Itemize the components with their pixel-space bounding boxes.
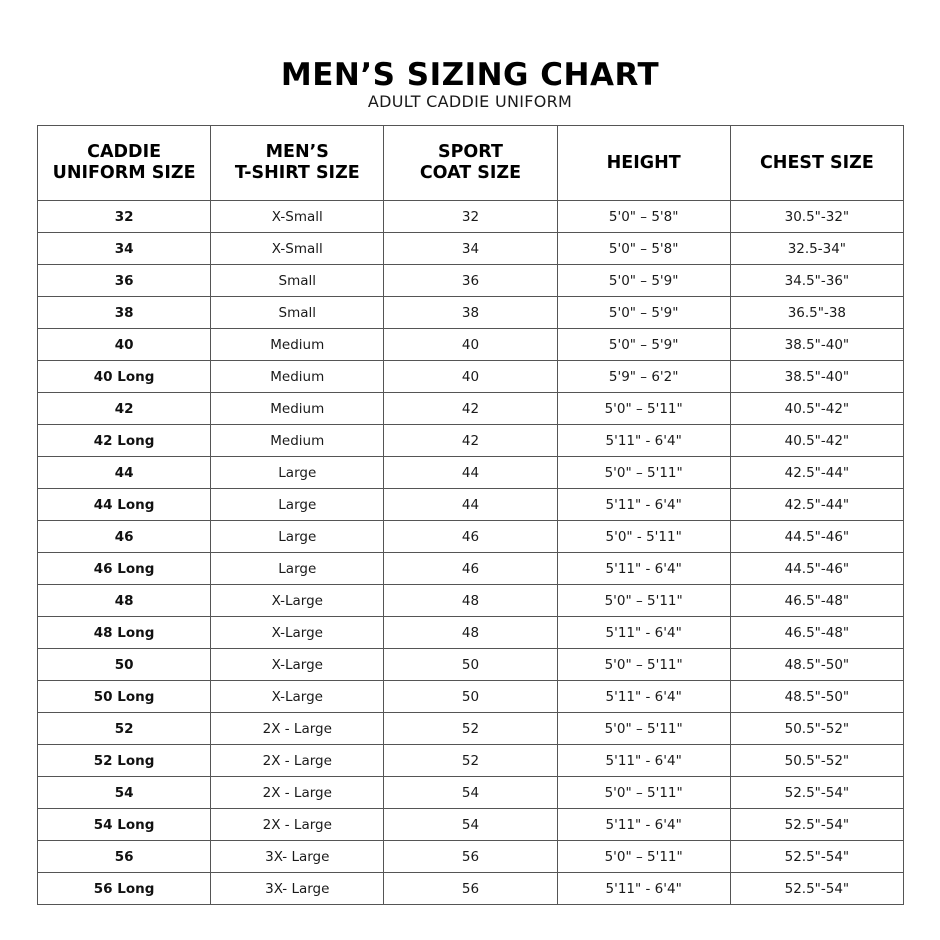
height-cell: 5'11" - 6'4" (557, 873, 730, 905)
uniform-size-cell: 54 Long (38, 809, 211, 841)
header-row (38, 126, 904, 201)
header-line: T-SHIRT SIZE (234, 163, 360, 183)
uniform-size-cell: 56 (38, 841, 211, 873)
uniform-size-cell: 48 (38, 585, 211, 617)
height-cell: 5'0" – 5'8" (557, 233, 730, 265)
header-line: MEN’S (265, 142, 329, 162)
table-row (38, 713, 904, 745)
chest-size-cell: 34.5"-36" (730, 265, 903, 297)
tshirt-size-cell: Small (211, 297, 384, 329)
uniform-size-cell: 52 Long (38, 745, 211, 777)
table-row (38, 521, 904, 553)
uniform-size-cell: 44 Long (38, 489, 211, 521)
table-row (38, 553, 904, 585)
coat-size-cell: 46 (384, 553, 557, 585)
tshirt-size-cell: 3X- Large (211, 841, 384, 873)
uniform-size-cell: 34 (38, 233, 211, 265)
coat-size-cell: 50 (384, 649, 557, 681)
chest-size-cell: 50.5"-52" (730, 713, 903, 745)
chest-size-cell: 50.5"-52" (730, 745, 903, 777)
coat-size-cell: 36 (384, 265, 557, 297)
coat-size-cell: 54 (384, 809, 557, 841)
coat-size-cell: 38 (384, 297, 557, 329)
header-line: CADDIE (87, 142, 162, 162)
uniform-size-cell: 32 (38, 201, 211, 233)
coat-size-cell: 44 (384, 489, 557, 521)
chest-size-cell: 36.5"-38 (730, 297, 903, 329)
height-cell: 5'11" - 6'4" (557, 553, 730, 585)
uniform-size-cell: 46 Long (38, 553, 211, 585)
uniform-size-cell: 50 Long (38, 681, 211, 713)
height-cell: 5'9" – 6'2" (557, 361, 730, 393)
page-title: MEN’S SIZING CHART (280, 57, 660, 93)
coat-size-cell: 40 (384, 329, 557, 361)
chest-size-cell: 30.5"-32" (730, 201, 903, 233)
height-cell: 5'0" – 5'11" (557, 777, 730, 809)
column-header-uniform-size (38, 126, 211, 201)
chest-size-cell: 42.5"-44" (730, 457, 903, 489)
coat-size-cell: 40 (384, 361, 557, 393)
tshirt-size-cell: 2X - Large (211, 745, 384, 777)
table-row (38, 361, 904, 393)
uniform-size-cell: 46 (38, 521, 211, 553)
coat-size-cell: 54 (384, 777, 557, 809)
table-row (38, 201, 904, 233)
table-row (38, 233, 904, 265)
table-row (38, 649, 904, 681)
header-line: COAT SIZE (419, 163, 522, 183)
uniform-size-cell: 42 (38, 393, 211, 425)
uniform-size-cell: 44 (38, 457, 211, 489)
tshirt-size-cell: X-Large (211, 649, 384, 681)
tshirt-size-cell: X-Large (211, 585, 384, 617)
column-header-height (557, 126, 730, 201)
chest-size-cell: 52.5"-54" (730, 841, 903, 873)
table-row (38, 393, 904, 425)
header-line: UNIFORM SIZE (52, 163, 196, 183)
chest-size-cell: 46.5"-48" (730, 617, 903, 649)
tshirt-size-cell: Medium (211, 361, 384, 393)
table-row (38, 617, 904, 649)
height-cell: 5'0" – 5'11" (557, 713, 730, 745)
table-row (38, 425, 904, 457)
height-cell: 5'11" - 6'4" (557, 745, 730, 777)
uniform-size-cell: 42 Long (38, 425, 211, 457)
coat-size-cell: 34 (384, 233, 557, 265)
column-header-tshirt-size (211, 126, 384, 201)
table-body (38, 201, 904, 905)
coat-size-cell: 48 (384, 585, 557, 617)
table-row (38, 585, 904, 617)
table-row (38, 457, 904, 489)
height-cell: 5'11" - 6'4" (557, 681, 730, 713)
chest-size-cell: 48.5"-50" (730, 681, 903, 713)
table-row (38, 265, 904, 297)
chest-size-cell: 40.5"-42" (730, 425, 903, 457)
tshirt-size-cell: Large (211, 457, 384, 489)
chest-size-cell: 52.5"-54" (730, 873, 903, 905)
tshirt-size-cell: Medium (211, 425, 384, 457)
sizing-table (37, 125, 904, 905)
chest-size-cell: 38.5"-40" (730, 361, 903, 393)
chest-size-cell: 40.5"-42" (730, 393, 903, 425)
tshirt-size-cell: Medium (211, 329, 384, 361)
tshirt-size-cell: Large (211, 553, 384, 585)
height-cell: 5'0" – 5'11" (557, 841, 730, 873)
uniform-size-cell: 56 Long (38, 873, 211, 905)
page-subtitle: ADULT CADDIE UNIFORM (367, 92, 573, 111)
coat-size-cell: 52 (384, 713, 557, 745)
uniform-size-cell: 50 (38, 649, 211, 681)
coat-size-cell: 46 (384, 521, 557, 553)
uniform-size-cell: 36 (38, 265, 211, 297)
height-cell: 5'0" - 5'11" (557, 521, 730, 553)
tshirt-size-cell: X-Small (211, 233, 384, 265)
column-header-chest-size (730, 126, 903, 201)
uniform-size-cell: 40 (38, 329, 211, 361)
uniform-size-cell: 54 (38, 777, 211, 809)
table-row (38, 873, 904, 905)
tshirt-size-cell: 2X - Large (211, 777, 384, 809)
coat-size-cell: 48 (384, 617, 557, 649)
tshirt-size-cell: 2X - Large (211, 713, 384, 745)
tshirt-size-cell: X-Large (211, 617, 384, 649)
height-cell: 5'0" – 5'11" (557, 393, 730, 425)
tshirt-size-cell: Medium (211, 393, 384, 425)
table-header (38, 126, 904, 201)
tshirt-size-cell: X-Small (211, 201, 384, 233)
header-line: HEIGHT (606, 152, 681, 173)
tshirt-size-cell: Large (211, 489, 384, 521)
coat-size-cell: 56 (384, 841, 557, 873)
chest-size-cell: 44.5"-46" (730, 521, 903, 553)
tshirt-size-cell: 3X- Large (211, 873, 384, 905)
header-line: SPORT (438, 142, 503, 162)
height-cell: 5'11" - 6'4" (557, 489, 730, 521)
height-cell: 5'0" – 5'9" (557, 265, 730, 297)
height-cell: 5'11" - 6'4" (557, 809, 730, 841)
coat-size-cell: 32 (384, 201, 557, 233)
height-cell: 5'0" – 5'9" (557, 329, 730, 361)
coat-size-cell: 50 (384, 681, 557, 713)
coat-size-cell: 42 (384, 425, 557, 457)
table-row (38, 489, 904, 521)
height-cell: 5'0" – 5'9" (557, 297, 730, 329)
coat-size-cell: 56 (384, 873, 557, 905)
table-row (38, 841, 904, 873)
chest-size-cell: 44.5"-46" (730, 553, 903, 585)
height-cell: 5'11" - 6'4" (557, 425, 730, 457)
coat-size-cell: 44 (384, 457, 557, 489)
chest-size-cell: 48.5"-50" (730, 649, 903, 681)
height-cell: 5'11" - 6'4" (557, 617, 730, 649)
table-row (38, 809, 904, 841)
uniform-size-cell: 40 Long (38, 361, 211, 393)
header-line: CHEST SIZE (759, 152, 874, 173)
chest-size-cell: 42.5"-44" (730, 489, 903, 521)
chest-size-cell: 38.5"-40" (730, 329, 903, 361)
table-row (38, 297, 904, 329)
table-row (38, 745, 904, 777)
chest-size-cell: 52.5"-54" (730, 777, 903, 809)
height-cell: 5'0" – 5'11" (557, 649, 730, 681)
table-row (38, 329, 904, 361)
uniform-size-cell: 52 (38, 713, 211, 745)
chest-size-cell: 52.5"-54" (730, 809, 903, 841)
chest-size-cell: 32.5-34" (730, 233, 903, 265)
column-header-coat-size (384, 126, 557, 201)
table-row (38, 681, 904, 713)
tshirt-size-cell: 2X - Large (211, 809, 384, 841)
height-cell: 5'0" – 5'8" (557, 201, 730, 233)
uniform-size-cell: 48 Long (38, 617, 211, 649)
tshirt-size-cell: Large (211, 521, 384, 553)
coat-size-cell: 42 (384, 393, 557, 425)
coat-size-cell: 52 (384, 745, 557, 777)
table-row (38, 777, 904, 809)
tshirt-size-cell: Small (211, 265, 384, 297)
tshirt-size-cell: X-Large (211, 681, 384, 713)
height-cell: 5'0" – 5'11" (557, 457, 730, 489)
height-cell: 5'0" – 5'11" (557, 585, 730, 617)
chest-size-cell: 46.5"-48" (730, 585, 903, 617)
uniform-size-cell: 38 (38, 297, 211, 329)
